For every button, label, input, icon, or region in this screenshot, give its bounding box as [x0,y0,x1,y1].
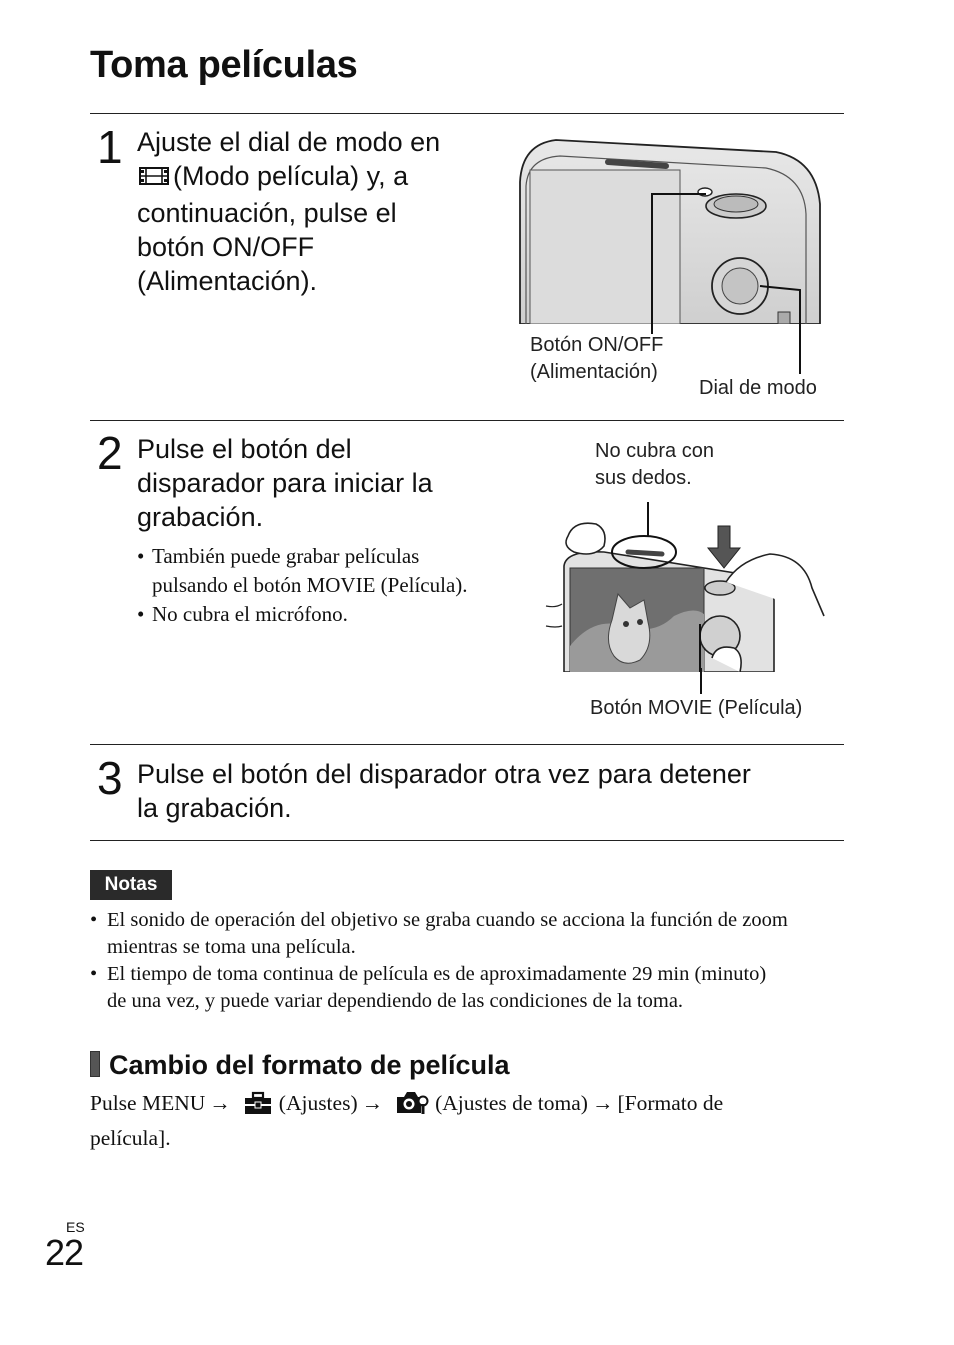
camera-recording-illustration [544,496,828,672]
camera-settings-icon [395,1089,429,1123]
step-line: continuación, pulse el [137,198,397,228]
microphone-warning-label: sus dedos. [595,467,692,489]
step-line: disparador para iniciar la [137,468,433,498]
mode-dial-label: Dial de modo [699,377,817,399]
movie-button-label: Botón MOVIE (Película) [590,697,803,719]
list-item: • El sonido de operación del objetivo se graba cuando se acciona la función de zoom mientras se toma una película. [90,909,788,958]
arrow-right-icon: → [209,1091,231,1115]
movie-mode-icon [137,162,171,196]
menu-instructions: Pulse MENU → (Ajustes) → (Ajustes de toma) → [Formato de película]. [90,1088,850,1153]
section-divider [90,744,844,745]
section-divider [90,113,844,114]
step-instruction [137,757,751,825]
step-line: botón ON/OFF [137,232,315,262]
section-divider [90,840,844,841]
section-heading: Cambio del formato de película [90,1050,510,1081]
arrow-right-icon: → [361,1091,384,1115]
step-instruction [137,432,433,534]
on-off-button-label: Botón ON/OFF [530,334,664,356]
step-number: 3 [97,752,122,804]
notes-list [90,907,850,1015]
arrow-right-icon: → [591,1091,614,1115]
notes-badge: Notas [90,870,172,900]
step-line: Ajuste el dial de modo en [137,127,441,157]
microphone-warning-label: No cubra con [595,440,714,462]
list-item: • El tiempo de toma continua de película es de aproximadamente 29 min (minuto) de una vez, y puede variar dependiendo de las condiciones de la toma. [90,963,767,1012]
step-line: Pulse el botón del disparador otra vez para detener [137,759,751,789]
section-marker-icon [90,1051,100,1077]
section-divider [90,420,844,421]
step-tips [137,542,527,629]
step-line: Pulse el botón del [137,434,352,464]
step-line: (Alimentación). [137,266,318,296]
step-instruction [137,125,440,298]
language-tab: ES [66,1219,85,1235]
on-off-button-label: (Alimentación) [530,361,658,383]
toolbox-icon [243,1091,273,1123]
step-line: la grabación. [137,793,292,823]
step-number: 2 [97,427,122,479]
list-item: • También puede grabar películas pulsando el botón MOVIE (Película). [137,544,468,597]
step-number: 1 [97,121,122,173]
step-line: (Modo película) y, a [173,161,409,191]
page-number: 22 [45,1232,84,1273]
step-line: grabación. [137,502,264,532]
movie-button-leader-line [698,668,704,694]
page-title: Toma películas [90,44,358,86]
list-item: • No cubra el micrófono. [137,602,348,626]
